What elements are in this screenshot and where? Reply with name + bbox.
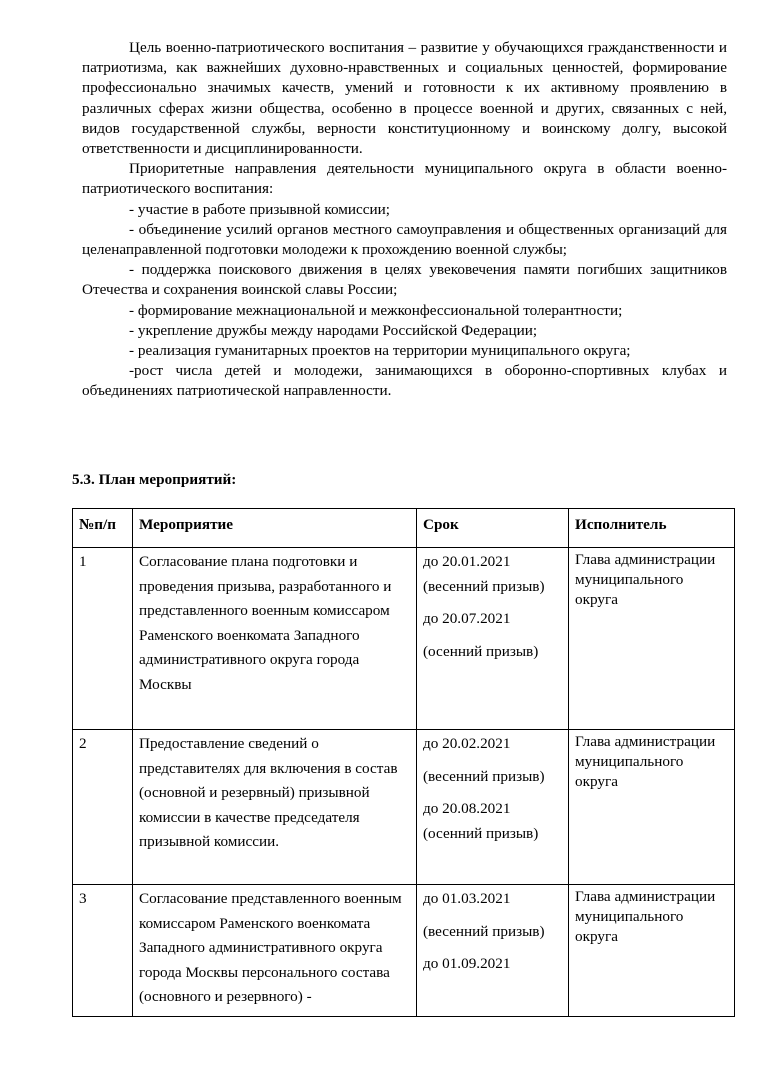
- row-executor: [569, 885, 735, 1017]
- table-row: [73, 730, 735, 885]
- list-item: - поддержка поискового движения в целях увековечения памяти погибших защитников Отечества и сохранения воинской славы России;: [82, 261, 727, 299]
- section-title: 5.3. План мероприятий:: [72, 471, 237, 488]
- row-number: 3: [73, 885, 133, 1017]
- executor-text: Глава администрации муниципального округа: [575, 888, 716, 945]
- row-term: [417, 885, 569, 1017]
- row-event: Предоставление сведений о представителях для включения в состав (основной и резервный) призывной комиссии в качестве председателя призывной комиссии.: [133, 730, 417, 885]
- header-number: №п/п: [73, 509, 133, 548]
- row-number: 2: [73, 730, 133, 885]
- document-body: [82, 38, 727, 402]
- row-executor: [569, 730, 735, 885]
- plan-table: [72, 508, 735, 1017]
- term-note: (осенний призыв): [423, 642, 539, 660]
- row-event: Согласование представленного военным комиссаром Раменского военкомата Западного административного округа города Москвы персонального состава (основного и резервного) -: [133, 885, 417, 1017]
- term-note: (весенний призыв): [423, 577, 545, 595]
- list-item: -рост числа детей и молодежи, занимающихся в оборонно-спортивных клубах и объединениях патриотической направленности.: [82, 362, 727, 400]
- row-term: [417, 730, 569, 885]
- term-date: до 20.01.2021: [423, 553, 511, 570]
- list-item: - укрепление дружбы между народами Российской Федерации;: [129, 321, 538, 339]
- table-header-row: [73, 509, 735, 548]
- list-item: - формирование межнациональной и межконфессиональной толерантности;: [129, 301, 623, 319]
- executor-text: Глава администрации муниципального округа: [575, 551, 716, 608]
- term-date: до 20.02.2021: [423, 735, 511, 752]
- list-item: - объединение усилий органов местного самоуправления и общественных организаций для целенаправленной подготовки молодежи к прохождению военной службы;: [82, 220, 727, 259]
- term-note: (весенний призыв): [423, 767, 545, 785]
- header-executor: Исполнитель: [569, 509, 735, 548]
- term-date: до 20.07.2021: [423, 610, 511, 627]
- header-term: Срок: [417, 509, 569, 548]
- list-item: - реализация гуманитарных проектов на территории муниципального округа;: [129, 342, 631, 360]
- executor-text: Глава администрации муниципального округа: [575, 733, 716, 790]
- row-executor: [569, 548, 735, 730]
- header-event: Мероприятие: [133, 509, 417, 548]
- row-term: [417, 548, 569, 730]
- term-note: (весенний призыв): [423, 922, 545, 940]
- table-row: [73, 885, 735, 1017]
- term-date: до 20.08.2021: [423, 800, 511, 817]
- goal-paragraph: Цель военно-патриотического воспитания – развитие у обучающихся гражданственности и патриотизма, как важнейших духовно-нравственных и социальных ценностей, формирование профессионально значимых качеств, умений и готовности к их активному проявлению в различных сферах жизни общества, особенно в процессе военной и других, связанных с ней, видов государственной службы, верности конституционному и воинскому долгу, высокой ответственности и дисциплинированности.: [82, 39, 727, 158]
- term-date: до 01.09.2021: [423, 955, 511, 972]
- row-number: 1: [73, 548, 133, 730]
- term-date: до 01.03.2021: [423, 890, 511, 907]
- term-note: (осенний призыв): [423, 824, 539, 842]
- row-event: Согласование плана подготовки и проведения призыва, разработанного и представленного военным комиссаром Раменского военкомата Западного административного округа города Москвы: [133, 548, 417, 730]
- list-item: - участие в работе призывной комиссии;: [129, 200, 390, 218]
- table-row: [73, 548, 735, 730]
- priorities-paragraph: Приоритетные направления деятельности муниципального округа в области военно-патриотического воспитания:: [82, 160, 727, 198]
